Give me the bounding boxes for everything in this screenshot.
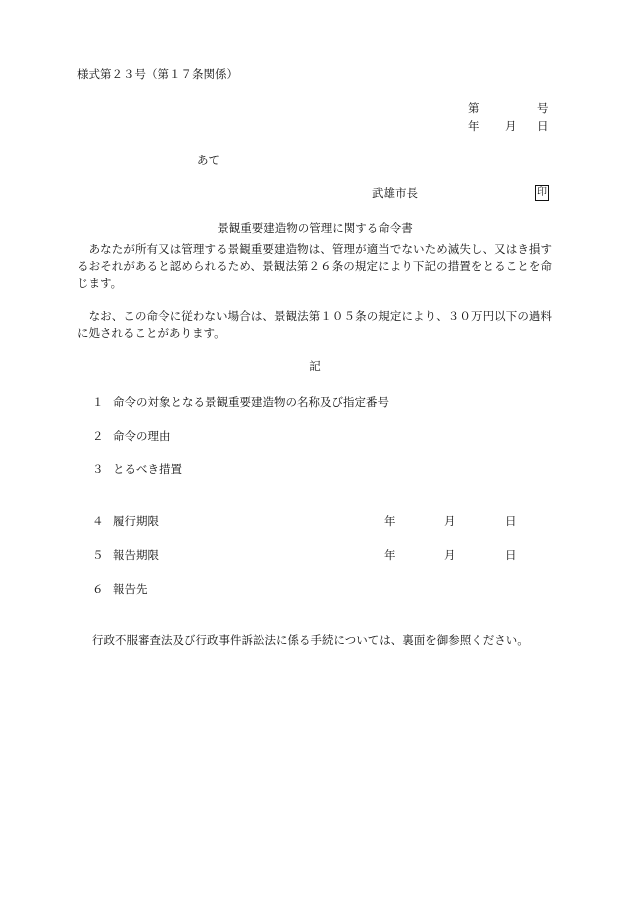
item-number: １ bbox=[92, 395, 104, 409]
document-title: 景観重要建造物の管理に関する命令書 bbox=[217, 221, 413, 235]
date-month: 月 bbox=[505, 119, 517, 133]
document-number-suffix: 号 bbox=[537, 101, 549, 115]
item-number: ２ bbox=[92, 429, 104, 443]
body-paragraph-1-text: あなたが所有又は管理する景観重要建造物は、管理が適当でないため滅失し、又はき損するおそれがあると認められるため、景観法第２６条の規定により下記の措置をとることを命じます。 bbox=[77, 242, 553, 290]
body-paragraph-1 bbox=[77, 241, 552, 292]
body-paragraph-2-text: なお、この命令に従わない場合は、景観法第１０５条の規定により、３０万円以下の過料に処されることがあります。 bbox=[77, 309, 553, 340]
form-id: 様式第２３号（第１７条関係） bbox=[77, 67, 238, 81]
item-label: 命令の対象となる景観重要建造物の名称及び指定番号 bbox=[113, 395, 389, 409]
item-label: 履行期限 bbox=[113, 514, 159, 528]
item-number: ４ bbox=[92, 514, 104, 528]
report-day: 日 bbox=[505, 548, 517, 562]
date-year: 年 bbox=[468, 119, 480, 133]
report-year: 年 bbox=[384, 548, 396, 562]
item-label: とるべき措置 bbox=[113, 462, 182, 476]
item-label: 命令の理由 bbox=[113, 429, 171, 443]
item-label: 報告先 bbox=[113, 582, 148, 596]
sender-name: 武雄市長 bbox=[372, 186, 418, 200]
item-number: ６ bbox=[92, 582, 104, 596]
deadline-day: 日 bbox=[505, 514, 517, 528]
document-number-prefix: 第 bbox=[468, 101, 480, 115]
body-paragraph-2 bbox=[77, 308, 552, 342]
addressee: あて bbox=[197, 153, 220, 167]
item-number: ５ bbox=[92, 548, 104, 562]
date-day: 日 bbox=[537, 119, 549, 133]
appeal-notice: 行政不服審査法及び行政事件訴訟法に係る手続については、裏面を御参照ください。 bbox=[92, 633, 529, 647]
deadline-month: 月 bbox=[444, 514, 456, 528]
report-month: 月 bbox=[444, 548, 456, 562]
deadline-year: 年 bbox=[384, 514, 396, 528]
seal-box: 印 bbox=[535, 185, 549, 201]
item-label: 報告期限 bbox=[113, 548, 159, 562]
item-number: ３ bbox=[92, 462, 104, 476]
ki-heading: 記 bbox=[309, 359, 321, 373]
